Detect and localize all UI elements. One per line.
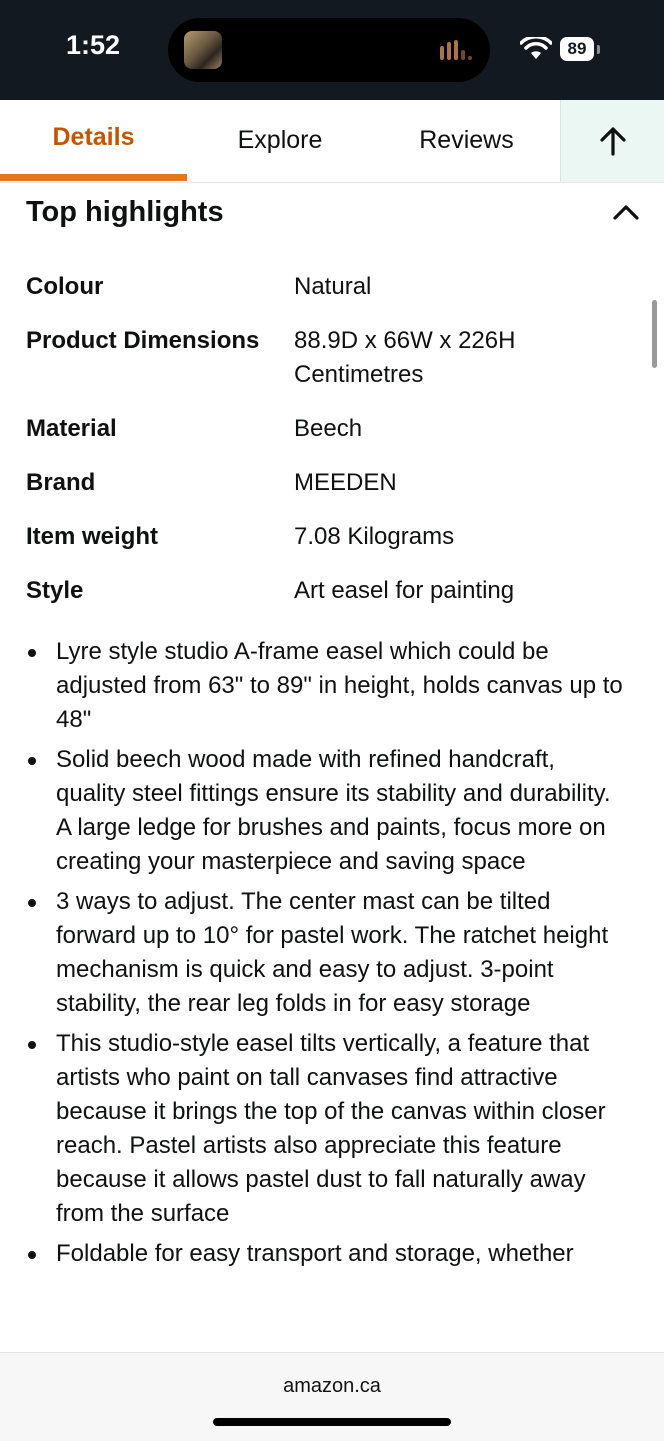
scrollbar-thumb[interactable] — [652, 300, 657, 368]
music-thumbnail-icon — [184, 31, 222, 69]
tab-details[interactable]: Details — [52, 123, 135, 151]
attribute-label: Colour — [26, 273, 104, 300]
dynamic-island[interactable] — [168, 18, 490, 82]
feature-bullet: Foldable for easy transport and storage, whether — [24, 1237, 624, 1271]
wifi-icon — [520, 37, 552, 61]
status-time: 1:52 — [66, 30, 121, 60]
active-tab-indicator — [0, 174, 187, 181]
attribute-value: Beech — [294, 415, 363, 442]
feature-bullet: This studio-style easel tilts vertically, a feature that artists who paint on tall canvases find attractive because it brings the top of the canvas within closer reach. Pastel artists also appreciate this feature because it allows pastel dust to fall naturally away from the surface — [24, 1027, 624, 1231]
chevron-up-icon[interactable] — [612, 202, 640, 222]
feature-bullet: Solid beech wood made with refined handcraft, quality steel fittings ensure its stability and durability. A large ledge for brushes and paints, focus more on creating your masterpiece and saving space — [24, 743, 624, 879]
attribute-value: MEEDEN — [294, 469, 397, 496]
attribute-value: 88.9D x 66W x 226H Centimetres — [294, 327, 516, 388]
attribute-value: 7.08 Kilograms — [294, 523, 455, 550]
battery-nub — [597, 45, 600, 54]
attribute-label: Item weight — [26, 523, 159, 550]
tab-reviews[interactable]: Reviews — [419, 126, 514, 154]
section-title: Top highlights — [26, 196, 224, 228]
feature-bullet: 3 ways to adjust. The center mast can be tilted forward up to 10° for pastel work. The ratchet height mechanism is quick and easy to adjust. 3-point stability, the rear leg folds in for easy storage — [24, 885, 624, 1021]
battery-icon: 89 — [560, 37, 594, 61]
attribute-label: Style — [26, 577, 84, 604]
status-bar — [0, 0, 664, 100]
attribute-label: Brand — [26, 469, 96, 496]
attribute-label: Product Dimensions — [26, 327, 260, 354]
attribute-label: Material — [26, 415, 117, 442]
browser-bottom-bar — [0, 1352, 664, 1441]
attribute-value: Art easel for painting — [294, 577, 515, 604]
tab-explore[interactable]: Explore — [237, 126, 323, 154]
feature-bullet: Lyre style studio A-frame easel which could be adjusted from 63" to 89" in height, holds canvas up to 48" — [24, 635, 624, 737]
arrow-up-icon — [599, 126, 627, 156]
url-label[interactable]: amazon.ca — [283, 1375, 381, 1397]
scroll-to-top-button[interactable] — [560, 100, 664, 182]
feature-bullet-list — [24, 635, 624, 1277]
attribute-value: Natural — [294, 273, 372, 300]
audio-wave-icon — [440, 38, 476, 62]
home-indicator[interactable] — [213, 1418, 451, 1426]
